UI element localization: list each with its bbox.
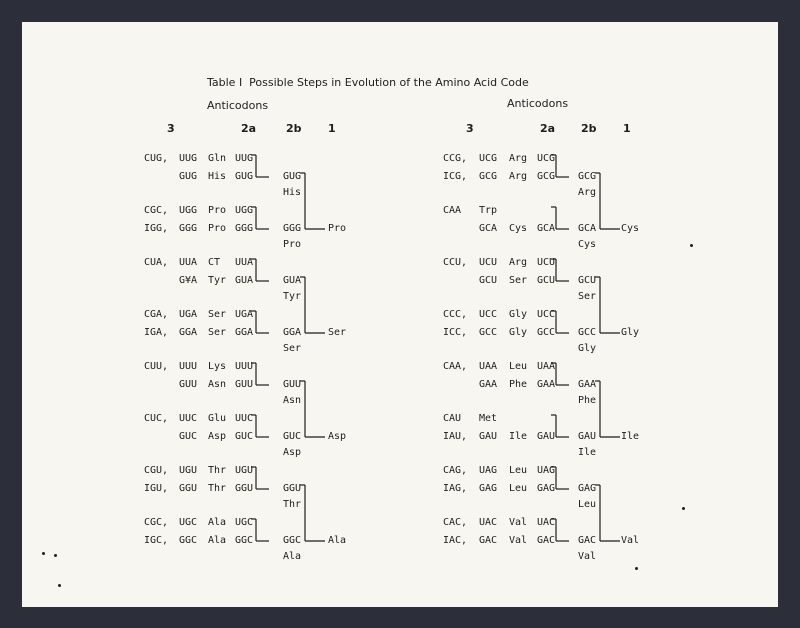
codon-3: CUA, — [144, 257, 169, 268]
codon-1-amino-acid: Ile — [621, 431, 640, 442]
codon-3: CAU — [443, 413, 462, 424]
codon-3: CCG, — [443, 153, 468, 164]
speck — [42, 552, 45, 555]
codon-3b: UUA — [179, 257, 198, 268]
amino-acid: Thr — [208, 483, 227, 494]
codon-2a: UGC — [235, 517, 254, 528]
amino-acid: Val — [509, 535, 528, 546]
col-header-2a-right: 2a — [540, 122, 556, 135]
document-page — [22, 22, 778, 607]
codon-3: CUU, — [144, 361, 169, 372]
col-header-1-right: 1 — [623, 122, 631, 135]
codon-3: ICC, — [443, 327, 468, 338]
codon-2b: GCU — [578, 275, 597, 286]
codon-3: CAC, — [443, 517, 468, 528]
codon-3b: UAG — [479, 465, 498, 476]
codon-2a: UUC — [235, 413, 254, 424]
codon-3b: UGA — [179, 309, 198, 320]
codon-2b: GCC — [578, 327, 597, 338]
codon-3: CGC, — [144, 205, 169, 216]
col-header-2a-left: 2a — [241, 122, 257, 135]
amino-acid: Arg — [509, 257, 528, 268]
amino-acid: Asp — [208, 431, 227, 442]
codon-3: CGC, — [144, 517, 169, 528]
codon-3b: UGU — [179, 465, 198, 476]
codon-2a: GAG — [537, 483, 556, 494]
codon-2a: GUG — [235, 171, 254, 182]
codon-3: CCC, — [443, 309, 468, 320]
codon-2b: GUU — [283, 379, 302, 390]
codon-3: IGU, — [144, 483, 169, 494]
codon-1-amino-acid: Pro — [328, 223, 347, 234]
codon-2a: UAG — [537, 465, 556, 476]
codon-2a: GCU — [537, 275, 556, 286]
codon-2a: GUA — [235, 275, 254, 286]
speck — [58, 584, 61, 587]
amino-acid: Ala — [208, 535, 227, 546]
amino-acid: Pro — [208, 223, 227, 234]
codon-3b: UCU — [479, 257, 498, 268]
amino-acid: Asn — [208, 379, 227, 390]
speck — [54, 554, 57, 557]
codon-3: CGU, — [144, 465, 169, 476]
anticodons-header-right: Anticodons — [507, 97, 569, 110]
col-header-3-right: 3 — [466, 122, 474, 135]
amino-acid: CT — [208, 257, 221, 268]
codon-3b: GUG — [179, 171, 198, 182]
codon-3b: GGU — [179, 483, 198, 494]
amino-acid: Pro — [208, 205, 227, 216]
amino-acid: Leu — [509, 483, 528, 494]
speck — [682, 507, 685, 510]
codon-3: IGC, — [144, 535, 169, 546]
codon-3: ICG, — [443, 171, 468, 182]
codon-2b: GGG — [283, 223, 302, 234]
codon-3: CAG, — [443, 465, 468, 476]
amino-acid: Val — [509, 517, 528, 528]
codon-2a: UUG — [235, 153, 254, 164]
codon-2b: GCG — [578, 171, 597, 182]
amino-acid-2b: Tyr — [283, 291, 302, 302]
bracket-lines — [22, 22, 778, 607]
codon-3: IAU, — [443, 431, 468, 442]
codon-3b: GCU — [479, 275, 498, 286]
codon-1-amino-acid: Cys — [621, 223, 640, 234]
codon-3: CUC, — [144, 413, 169, 424]
codon-2a: GCA — [537, 223, 556, 234]
codon-2a: UCC — [537, 309, 556, 320]
amino-acid: Tyr — [208, 275, 227, 286]
codon-3b: UAC — [479, 517, 498, 528]
codon-3: CAA, — [443, 361, 468, 372]
codon-1-amino-acid: Gly — [621, 327, 640, 338]
codon-3b: UUG — [179, 153, 198, 164]
amino-acid-2b: Asp — [283, 447, 302, 458]
amino-acid: Arg — [509, 153, 528, 164]
codon-3b: GAG — [479, 483, 498, 494]
amino-acid-2b: Ala — [283, 551, 302, 562]
codon-3b: UGC — [179, 517, 198, 528]
codon-3b: UCC — [479, 309, 498, 320]
codon-1-amino-acid: Asp — [328, 431, 347, 442]
codon-3b: GCC — [479, 327, 498, 338]
codon-2a: UAC — [537, 517, 556, 528]
codon-2a: GUC — [235, 431, 254, 442]
codon-2b: GUG — [283, 171, 302, 182]
codon-2b: GGA — [283, 327, 302, 338]
codon-3b: UAA — [479, 361, 498, 372]
codon-3b: Trp — [479, 205, 498, 216]
codon-2a: UGU — [235, 465, 254, 476]
codon-3b: Met — [479, 413, 498, 424]
codon-1-amino-acid: Val — [621, 535, 640, 546]
codon-2a: UCG — [537, 153, 556, 164]
amino-acid-2b: Leu — [578, 499, 597, 510]
col-header-2b-left: 2b — [286, 122, 302, 135]
codon-2a: GUU — [235, 379, 254, 390]
codon-2b: GAU — [578, 431, 597, 442]
amino-acid-2b: Asn — [283, 395, 302, 406]
anticodons-header-left: Anticodons — [207, 99, 269, 112]
codon-3: CUG, — [144, 153, 169, 164]
codon-2b: GAG — [578, 483, 597, 494]
amino-acid: Thr — [208, 465, 227, 476]
amino-acid: Lys — [208, 361, 227, 372]
codon-2b: GAC — [578, 535, 597, 546]
codon-3: IAC, — [443, 535, 468, 546]
codon-3b: GGG — [179, 223, 198, 234]
codon-3b: GUU — [179, 379, 198, 390]
codon-3: IAG, — [443, 483, 468, 494]
amino-acid: Arg — [509, 171, 528, 182]
amino-acid: Ile — [509, 431, 528, 442]
amino-acid-2b: Gly — [578, 343, 597, 354]
codon-2a: GGA — [235, 327, 254, 338]
codon-3: CAA — [443, 205, 462, 216]
amino-acid-2b: Cys — [578, 239, 597, 250]
amino-acid: Gly — [509, 327, 528, 338]
col-header-1-left: 1 — [328, 122, 336, 135]
codon-3b: G¥A — [179, 275, 198, 286]
codon-2a: UCU — [537, 257, 556, 268]
col-header-3-left: 3 — [167, 122, 175, 135]
codon-2a: GGC — [235, 535, 254, 546]
amino-acid-2b: His — [283, 187, 302, 198]
codon-2b: GGC — [283, 535, 302, 546]
amino-acid: His — [208, 171, 227, 182]
amino-acid: Leu — [509, 465, 528, 476]
amino-acid-2b: Ser — [578, 291, 597, 302]
speck — [690, 244, 693, 247]
codon-2a: UGG — [235, 205, 254, 216]
amino-acid: Leu — [509, 361, 528, 372]
codon-3: IGA, — [144, 327, 169, 338]
amino-acid: Phe — [509, 379, 528, 390]
codon-1-amino-acid: Ser — [328, 327, 347, 338]
codon-3b: UGG — [179, 205, 198, 216]
codon-3b: UUU — [179, 361, 198, 372]
codon-3: CGA, — [144, 309, 169, 320]
codon-2a: GCG — [537, 171, 556, 182]
codon-2b: GGU — [283, 483, 302, 494]
amino-acid-2b: Ile — [578, 447, 597, 458]
amino-acid-2b: Pro — [283, 239, 302, 250]
amino-acid: Ser — [208, 309, 227, 320]
codon-2a: UAA — [537, 361, 556, 372]
codon-2a: GAU — [537, 431, 556, 442]
amino-acid-2b: Val — [578, 551, 597, 562]
codon-2a: UUA — [235, 257, 254, 268]
amino-acid-2b: Thr — [283, 499, 302, 510]
codon-2b: GUA — [283, 275, 302, 286]
col-header-2b-right: 2b — [581, 122, 597, 135]
amino-acid: Ala — [208, 517, 227, 528]
codon-3b: UUC — [179, 413, 198, 424]
amino-acid: Cys — [509, 223, 528, 234]
speck — [635, 567, 638, 570]
amino-acid: Glu — [208, 413, 227, 424]
codon-2a: GGG — [235, 223, 254, 234]
codon-3b: GCA — [479, 223, 498, 234]
amino-acid-2b: Ser — [283, 343, 302, 354]
codon-3b: GAA — [479, 379, 498, 390]
amino-acid-2b: Phe — [578, 395, 597, 406]
codon-3b: GAU — [479, 431, 498, 442]
amino-acid: Ser — [208, 327, 227, 338]
codon-2b: GAA — [578, 379, 597, 390]
codon-2b: GCA — [578, 223, 597, 234]
codon-2b: GUC — [283, 431, 302, 442]
codon-3: IGG, — [144, 223, 169, 234]
amino-acid: Gly — [509, 309, 528, 320]
codon-2a: UUU — [235, 361, 254, 372]
codon-3b: UCG — [479, 153, 498, 164]
codon-2a: GAA — [537, 379, 556, 390]
codon-3: CCU, — [443, 257, 468, 268]
codon-3b: GCG — [479, 171, 498, 182]
codon-2a: GAC — [537, 535, 556, 546]
amino-acid: Ser — [509, 275, 528, 286]
codon-2a: GCC — [537, 327, 556, 338]
amino-acid-2b: Arg — [578, 187, 597, 198]
codon-3b: GAC — [479, 535, 498, 546]
codon-1-amino-acid: Ala — [328, 535, 347, 546]
codon-3b: GUC — [179, 431, 198, 442]
codon-2a: UGA — [235, 309, 254, 320]
amino-acid: Gln — [208, 153, 227, 164]
codon-3b: GGC — [179, 535, 198, 546]
table-title: Table I Possible Steps in Evolution of the Amino Acid Code — [207, 76, 529, 89]
codon-3b: GGA — [179, 327, 198, 338]
codon-2a: GGU — [235, 483, 254, 494]
